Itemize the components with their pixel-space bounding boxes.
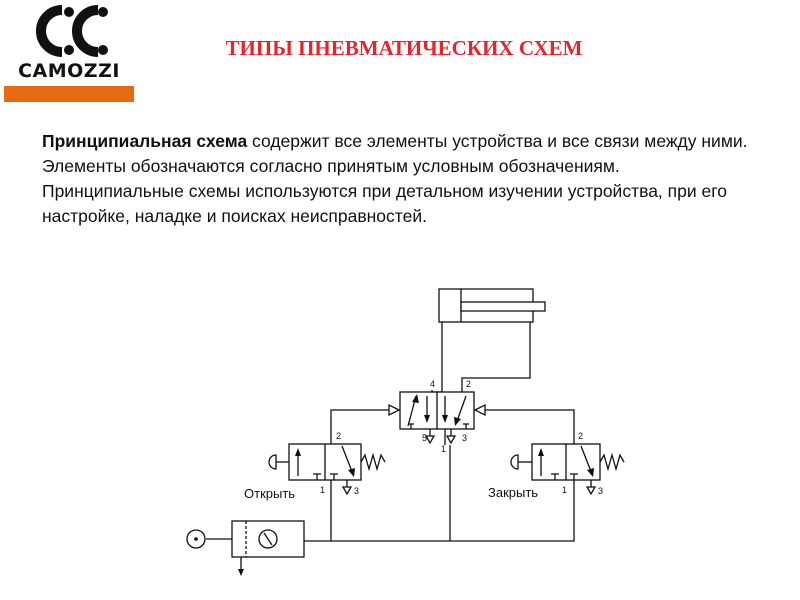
right-port-2-label: 2 bbox=[578, 431, 584, 441]
double-acting-cylinder bbox=[439, 289, 545, 322]
left-3-2-valve bbox=[244, 431, 385, 501]
left-port-3-label: 3 bbox=[354, 486, 360, 496]
left-port-1-label: 1 bbox=[320, 485, 326, 495]
body-text-rest: содержит все элементы устройства и все связи между ними. Элементы обозначаются согласно принятым условным обозначениям. Принципиальные схемы используются при детальном изучении устройства, при его настройке, наладке и поисках неисправностей. bbox=[42, 131, 748, 226]
main-port-2-label: 2 bbox=[466, 379, 472, 389]
air-preparation-unit bbox=[187, 521, 304, 576]
slide-title: ТИПЫ ПНЕВМАТИЧЕСКИХ СХЕМ bbox=[225, 36, 583, 60]
left-valve-label: Открыть bbox=[244, 486, 296, 501]
right-valve-label: Закрыть bbox=[488, 485, 539, 500]
right-port-3-label: 3 bbox=[598, 486, 604, 496]
main-port-1-label: 1 bbox=[441, 444, 447, 454]
main-port-5-label: 5 bbox=[422, 433, 428, 443]
main-port-4-label: 4 bbox=[430, 379, 436, 389]
right-3-2-valve bbox=[488, 431, 624, 500]
main-5-2-valve bbox=[389, 379, 485, 454]
body-bold-lead: Принципиальная схема bbox=[42, 131, 248, 151]
logo-wordmark: CAMOZZI bbox=[18, 60, 120, 82]
cylinder-supply-lines bbox=[432, 322, 530, 392]
left-port-2-label: 2 bbox=[336, 431, 342, 441]
main-port-3-label: 3 bbox=[462, 433, 468, 443]
right-port-1-label: 1 bbox=[562, 485, 568, 495]
